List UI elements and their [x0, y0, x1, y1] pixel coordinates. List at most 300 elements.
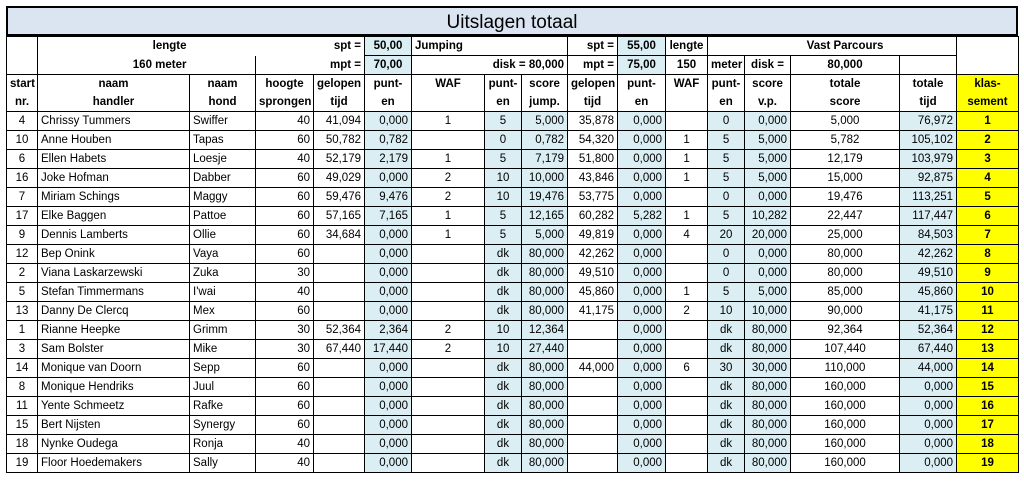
table-cell: dk — [485, 378, 522, 397]
table-cell: 1 — [666, 207, 708, 226]
table-cell: 0,000 — [618, 454, 666, 473]
table-cell — [568, 340, 618, 359]
table-cell — [666, 245, 708, 264]
table-row — [7, 226, 1019, 245]
table-cell: dk — [708, 340, 745, 359]
table-cell: 60 — [256, 169, 314, 188]
table-cell — [412, 416, 485, 435]
table-cell: 0,000 — [618, 435, 666, 454]
table-cell — [568, 416, 618, 435]
table-row — [7, 454, 1019, 473]
table-cell: 30,000 — [745, 359, 791, 378]
table-cell: 92,875 — [900, 169, 957, 188]
table-cell: 10 — [485, 321, 522, 340]
table-cell: Sepp — [190, 359, 256, 378]
column-header: punt- — [618, 75, 666, 94]
table-cell: 12,165 — [522, 207, 568, 226]
table-cell: Tapas — [190, 131, 256, 150]
table-cell: 0,000 — [365, 302, 412, 321]
table-cell: 42,262 — [900, 245, 957, 264]
table-cell: 80,000 — [745, 321, 791, 340]
table-cell: 59,476 — [314, 188, 365, 207]
table-cell: 60 — [256, 378, 314, 397]
table-cell: 0,000 — [618, 169, 666, 188]
table-cell: 160,000 — [791, 397, 900, 416]
table-cell — [412, 397, 485, 416]
table-row — [7, 283, 1019, 302]
table-cell: Zuka — [190, 264, 256, 283]
table-cell: 0,000 — [900, 416, 957, 435]
table-cell: 4 — [7, 112, 38, 131]
table-cell: 19 — [7, 454, 38, 473]
table-cell: 60 — [256, 397, 314, 416]
table-cell: 0,000 — [618, 188, 666, 207]
table-cell: 2 — [412, 188, 485, 207]
table-cell: 51,800 — [568, 150, 618, 169]
table-cell: 17 — [957, 416, 1019, 435]
table-cell: 12,364 — [522, 321, 568, 340]
table-cell: 3 — [7, 340, 38, 359]
table-row — [7, 416, 1019, 435]
table-cell: 19,476 — [791, 188, 900, 207]
table-cell: dk — [708, 397, 745, 416]
table-cell: Floor Hoedemakers — [38, 454, 190, 473]
table-cell: 50,782 — [314, 131, 365, 150]
table-cell: 6 — [7, 150, 38, 169]
table-cell — [666, 397, 708, 416]
table-cell: 49,029 — [314, 169, 365, 188]
table-cell — [314, 302, 365, 321]
jumping-lengte-number: 160 — [132, 58, 152, 71]
table-cell: 41,094 — [314, 112, 365, 131]
table-cell: Sally — [190, 454, 256, 473]
table-cell: dk — [708, 416, 745, 435]
table-cell: 5 — [485, 150, 522, 169]
table-cell: 40 — [256, 112, 314, 131]
table-row — [7, 340, 1019, 359]
table-cell: 17,440 — [365, 340, 412, 359]
table-cell: Joke Hofman — [38, 169, 190, 188]
table-cell: 0,000 — [618, 245, 666, 264]
table-cell: 16 — [957, 397, 1019, 416]
vast-disk-label: disk = — [745, 56, 791, 75]
table-cell: dk — [485, 416, 522, 435]
vast-spt-value: 55,00 — [618, 37, 666, 56]
table-cell: Monique Hendriks — [38, 378, 190, 397]
table-cell: dk — [485, 302, 522, 321]
table-cell: 0,000 — [618, 283, 666, 302]
table-cell — [314, 283, 365, 302]
column-header: WAF — [412, 75, 485, 94]
vast-mpt-value: 75,00 — [618, 56, 666, 75]
column-header: tijd — [314, 93, 365, 112]
table-cell: 1 — [666, 169, 708, 188]
table-cell: 15,000 — [791, 169, 900, 188]
table-cell: 0,000 — [365, 264, 412, 283]
table-cell: 2 — [957, 131, 1019, 150]
table-row — [7, 112, 1019, 131]
table-cell: 92,364 — [791, 321, 900, 340]
column-header: en — [365, 93, 412, 112]
vast-lengte-unit: meter — [708, 56, 745, 75]
table-cell — [314, 264, 365, 283]
results-table — [6, 36, 1019, 473]
table-cell — [314, 245, 365, 264]
jumping-mpt-value: 70,00 — [365, 56, 412, 75]
table-cell: 0 — [708, 112, 745, 131]
table-cell: 22,447 — [791, 207, 900, 226]
column-header: gelopen — [568, 75, 618, 94]
jumping-disk — [485, 56, 568, 75]
column-header — [666, 93, 708, 112]
table-cell: 9 — [957, 264, 1019, 283]
table-cell: 6 — [666, 359, 708, 378]
table-cell: 4 — [666, 226, 708, 245]
table-row — [7, 207, 1019, 226]
table-cell: 10 — [485, 340, 522, 359]
table-cell — [412, 131, 485, 150]
table-cell: 0,000 — [618, 150, 666, 169]
table-cell: Vaya — [190, 245, 256, 264]
table-cell — [314, 359, 365, 378]
table-cell: 84,503 — [900, 226, 957, 245]
vast-mpt-label: mpt = — [568, 56, 618, 75]
table-cell: Maggy — [190, 188, 256, 207]
table-cell: 5 — [708, 131, 745, 150]
table-cell: 80,000 — [745, 340, 791, 359]
table-cell: 54,320 — [568, 131, 618, 150]
table-cell: Rianne Heepke — [38, 321, 190, 340]
table-cell: 1 — [412, 207, 485, 226]
table-cell: 0,000 — [900, 397, 957, 416]
column-header: WAF — [666, 75, 708, 94]
table-cell — [412, 283, 485, 302]
table-cell: Bert Nijsten — [38, 416, 190, 435]
table-cell: Grimm — [190, 321, 256, 340]
table-cell: 0,000 — [365, 378, 412, 397]
column-header: jump. — [522, 93, 568, 112]
table-cell: 6 — [957, 207, 1019, 226]
table-cell — [568, 378, 618, 397]
table-cell: 9 — [7, 226, 38, 245]
params-row-1 — [7, 37, 1019, 56]
table-cell: 10 — [7, 131, 38, 150]
table-cell: 40 — [256, 454, 314, 473]
table-cell — [568, 435, 618, 454]
sheet-title: Uitslagen totaal — [6, 6, 1018, 36]
column-header: sement — [957, 93, 1019, 112]
table-cell: 5 — [7, 283, 38, 302]
table-cell: 5,000 — [522, 226, 568, 245]
table-cell: 80,000 — [522, 264, 568, 283]
column-header: score — [522, 75, 568, 94]
table-cell: dk — [485, 283, 522, 302]
table-cell: 0,000 — [365, 283, 412, 302]
table-cell: 67,440 — [314, 340, 365, 359]
table-cell: 0,782 — [365, 131, 412, 150]
table-cell: 85,000 — [791, 283, 900, 302]
table-cell: 14 — [7, 359, 38, 378]
table-cell: 12 — [957, 321, 1019, 340]
table-cell — [568, 454, 618, 473]
table-cell: 1 — [412, 226, 485, 245]
table-cell: 5,000 — [745, 131, 791, 150]
table-cell: 80,000 — [522, 245, 568, 264]
table-cell: 42,262 — [568, 245, 618, 264]
table-cell: 11 — [957, 302, 1019, 321]
table-cell: 5 — [708, 207, 745, 226]
table-cell: 60 — [256, 131, 314, 150]
table-cell: 110,000 — [791, 359, 900, 378]
table-cell: 20,000 — [745, 226, 791, 245]
column-header: klas- — [957, 75, 1019, 94]
table-cell: 40 — [256, 283, 314, 302]
table-cell: 80,000 — [522, 283, 568, 302]
table-cell: 80,000 — [745, 454, 791, 473]
table-cell: 0,000 — [618, 416, 666, 435]
table-cell: Swiffer — [190, 112, 256, 131]
table-cell: Bep Onink — [38, 245, 190, 264]
table-cell: 10,282 — [745, 207, 791, 226]
table-cell: 12,179 — [791, 150, 900, 169]
table-cell: 5 — [485, 226, 522, 245]
table-cell: 1 — [412, 112, 485, 131]
table-row — [7, 302, 1019, 321]
table-cell: 60 — [256, 188, 314, 207]
table-cell: 8 — [7, 378, 38, 397]
params-row-2 — [7, 56, 1019, 75]
table-cell: 15 — [7, 416, 38, 435]
table-cell: Stefan Timmermans — [38, 283, 190, 302]
table-cell: dk — [708, 454, 745, 473]
table-cell: 2 — [412, 169, 485, 188]
table-cell — [666, 378, 708, 397]
table-cell: 60 — [256, 416, 314, 435]
table-cell: 14 — [957, 359, 1019, 378]
table-cell: 80,000 — [791, 245, 900, 264]
table-cell: 0,000 — [745, 245, 791, 264]
vast-spt-label: spt = — [568, 37, 618, 56]
table-cell: 0 — [708, 245, 745, 264]
table-cell: 80,000 — [791, 264, 900, 283]
column-header: naam — [38, 75, 190, 94]
table-cell: dk — [485, 397, 522, 416]
jumping-name: Jumping — [412, 37, 522, 56]
table-cell: 12 — [7, 245, 38, 264]
table-cell — [314, 378, 365, 397]
table-cell: 76,972 — [900, 112, 957, 131]
column-header: hond — [190, 93, 256, 112]
table-cell: 2,179 — [365, 150, 412, 169]
table-cell — [666, 112, 708, 131]
table-cell — [666, 340, 708, 359]
table-cell: 0,000 — [365, 416, 412, 435]
table-row — [7, 435, 1019, 454]
table-cell: Ronja — [190, 435, 256, 454]
table-cell: 17 — [7, 207, 38, 226]
table-cell — [666, 188, 708, 207]
table-cell: Mike — [190, 340, 256, 359]
table-cell: 9,476 — [365, 188, 412, 207]
table-cell: Nynke Oudega — [38, 435, 190, 454]
table-cell: 3 — [957, 150, 1019, 169]
table-cell: 0,000 — [900, 454, 957, 473]
table-cell — [314, 454, 365, 473]
table-cell: 5,782 — [791, 131, 900, 150]
table-cell: 60,282 — [568, 207, 618, 226]
table-cell: dk — [485, 264, 522, 283]
table-cell: 80,000 — [522, 454, 568, 473]
table-cell: Sam Bolster — [38, 340, 190, 359]
table-cell: 7,165 — [365, 207, 412, 226]
table-cell: 80,000 — [522, 378, 568, 397]
table-cell: 7 — [957, 226, 1019, 245]
table-cell: 5,282 — [618, 207, 666, 226]
table-row — [7, 245, 1019, 264]
table-cell: 0,000 — [365, 397, 412, 416]
column-header: gelopen — [314, 75, 365, 94]
table-cell: 80,000 — [522, 302, 568, 321]
table-cell: 0,000 — [618, 131, 666, 150]
table-cell: 44,000 — [900, 359, 957, 378]
table-cell: 0,000 — [365, 454, 412, 473]
table-cell: 5 — [485, 207, 522, 226]
table-cell: dk — [708, 435, 745, 454]
table-cell: 0,000 — [618, 112, 666, 131]
table-cell: 1 — [666, 150, 708, 169]
table-cell: Dennis Lamberts — [38, 226, 190, 245]
table-cell: 19 — [957, 454, 1019, 473]
table-cell: 0,000 — [900, 378, 957, 397]
table-cell: 107,440 — [791, 340, 900, 359]
table-cell: 49,510 — [900, 264, 957, 283]
table-cell: Viana Laskarzewski — [38, 264, 190, 283]
table-cell: 5 — [957, 188, 1019, 207]
table-cell: 60 — [256, 226, 314, 245]
table-cell: 45,860 — [900, 283, 957, 302]
table-cell: Dabber — [190, 169, 256, 188]
column-header: nr. — [7, 93, 38, 112]
table-cell: 10 — [708, 302, 745, 321]
table-cell: 0,000 — [365, 435, 412, 454]
table-cell: 41,175 — [568, 302, 618, 321]
vast-disk-value: 80,000 — [791, 56, 900, 75]
table-cell: 0,000 — [618, 302, 666, 321]
table-row — [7, 188, 1019, 207]
table-cell: 7 — [7, 188, 38, 207]
table-cell: 0,000 — [618, 340, 666, 359]
table-cell — [412, 264, 485, 283]
column-header — [412, 93, 485, 112]
table-cell: 160,000 — [791, 378, 900, 397]
table-cell: 60 — [256, 207, 314, 226]
table-cell: 113,251 — [900, 188, 957, 207]
table-cell: 53,775 — [568, 188, 618, 207]
table-cell — [666, 416, 708, 435]
table-cell: 5 — [708, 283, 745, 302]
table-cell: Loesje — [190, 150, 256, 169]
table-cell: 57,165 — [314, 207, 365, 226]
column-header: start — [7, 75, 38, 94]
vast-lengte-value: 150 — [666, 56, 708, 75]
table-cell: 80,000 — [745, 435, 791, 454]
table-cell: 0,000 — [365, 226, 412, 245]
table-cell: Pattoe — [190, 207, 256, 226]
table-cell: 2,364 — [365, 321, 412, 340]
table-cell: 0 — [708, 264, 745, 283]
column-header: en — [708, 93, 745, 112]
table-cell — [666, 321, 708, 340]
table-cell: Juul — [190, 378, 256, 397]
table-cell — [568, 321, 618, 340]
table-cell: 30 — [256, 340, 314, 359]
table-cell: 4 — [957, 169, 1019, 188]
table-cell: 49,510 — [568, 264, 618, 283]
table-cell: Danny De Clercq — [38, 302, 190, 321]
results-sheet — [6, 6, 1018, 473]
table-cell: 0,000 — [365, 112, 412, 131]
table-cell: 0,000 — [618, 226, 666, 245]
table-cell: dk — [485, 435, 522, 454]
table-cell: 0,000 — [618, 378, 666, 397]
column-header: punt- — [708, 75, 745, 94]
table-cell: 0,782 — [522, 131, 568, 150]
table-cell: 34,684 — [314, 226, 365, 245]
table-cell: 60 — [256, 245, 314, 264]
table-cell: dk — [708, 321, 745, 340]
table-cell: 52,179 — [314, 150, 365, 169]
table-cell: 40 — [256, 435, 314, 454]
table-cell: 35,878 — [568, 112, 618, 131]
table-cell: Anne Houben — [38, 131, 190, 150]
table-cell: 5,000 — [791, 112, 900, 131]
table-cell — [666, 264, 708, 283]
table-cell: Miriam Schings — [38, 188, 190, 207]
table-cell: 30 — [708, 359, 745, 378]
table-cell: 0,000 — [365, 245, 412, 264]
jumping-disk-value: 80,000 — [528, 59, 565, 71]
table-cell: 80,000 — [745, 378, 791, 397]
table-cell: 60 — [256, 359, 314, 378]
table-cell: 40 — [256, 150, 314, 169]
table-cell: dk — [708, 378, 745, 397]
table-cell: 2 — [412, 340, 485, 359]
table-cell: 5,000 — [745, 169, 791, 188]
table-cell: 2 — [666, 302, 708, 321]
table-cell: 2 — [412, 321, 485, 340]
column-header: punt- — [485, 75, 522, 94]
table-row — [7, 397, 1019, 416]
table-cell: 10 — [485, 188, 522, 207]
table-row — [7, 169, 1019, 188]
table-cell: 20 — [708, 226, 745, 245]
table-cell — [666, 454, 708, 473]
table-cell: 43,846 — [568, 169, 618, 188]
table-cell: 160,000 — [791, 454, 900, 473]
column-header: score — [745, 75, 791, 94]
table-cell: 5 — [708, 169, 745, 188]
vast-name: Vast Parcours — [791, 37, 900, 56]
column-header: totale — [900, 75, 957, 94]
table-cell: 0,000 — [365, 169, 412, 188]
table-cell: 5 — [708, 150, 745, 169]
column-header: naam — [190, 75, 256, 94]
table-cell — [412, 302, 485, 321]
table-cell: 16 — [7, 169, 38, 188]
table-cell: Chrissy Tummers — [38, 112, 190, 131]
table-cell: 18 — [7, 435, 38, 454]
table-row — [7, 264, 1019, 283]
